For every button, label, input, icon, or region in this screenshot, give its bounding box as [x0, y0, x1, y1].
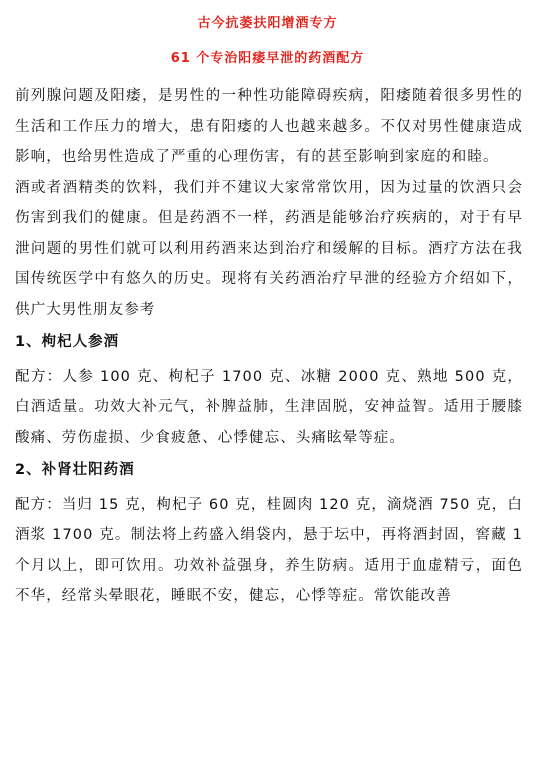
section-body: 配方：当归 15 克，枸杞子 60 克，桂圆肉 120 克，滴烧酒 750 克，白酒浆 1700 克。制法将上药盛入绢袋内，悬于坛中，再将酒封固，窖藏 1 个月以上，即可饮用。功效补益强身，养生防病。适用于血虚精亏，面色不华，经常头晕眼花，睡眠不安，健忘，心悸等症。常饮能改善 — [15, 496, 523, 604]
intro-paragraph: 前列腺问题及阳痿，是男性的一种性功能障碍疾病，阳痿随着很多男性的生活和工作压力的增大，患有阳痿的人也越来越多。不仅对男性健康造成影响，也给男性造成了严重的心理伤害，有的甚至影响到家庭的和睦。 — [15, 88, 523, 165]
document-body — [0, 81, 535, 612]
section-body: 配方：人参 100 克、枸杞子 1700 克、冰糖 2000 克、熟地 500 克，白酒适量。功效大补元气，补脾益肺，生津固脱，安神益智。适用于腰膝酸痛、劳伤虚损、少食疲惫、心悸健忘、头痛眩晕等症。 — [15, 368, 523, 446]
document-title: 古今抗萎扶阳增酒专方 — [197, 16, 338, 31]
document-subtitle: 61 个专治阳痿早泄的药酒配方 — [170, 51, 365, 66]
body-paragraph: 酒或者酒精类的饮料，我们并不建议大家常常饮用，因为过量的饮酒只会伤害到我们的健康。但是药酒不一样，药酒是能够治疗疾病的，对于有早泄问题的男性们就可以利用药酒来达到治疗和缓解的目标。酒疗方法在我国传统医学中有悠久的历史。现将有关药酒治疗早泄的经验方介绍如下，供广大男性朋友参考 — [15, 179, 523, 318]
section-heading: 1、枸杞人参酒 — [15, 334, 120, 350]
section-heading: 2、补肾壮阳药酒 — [15, 462, 135, 478]
